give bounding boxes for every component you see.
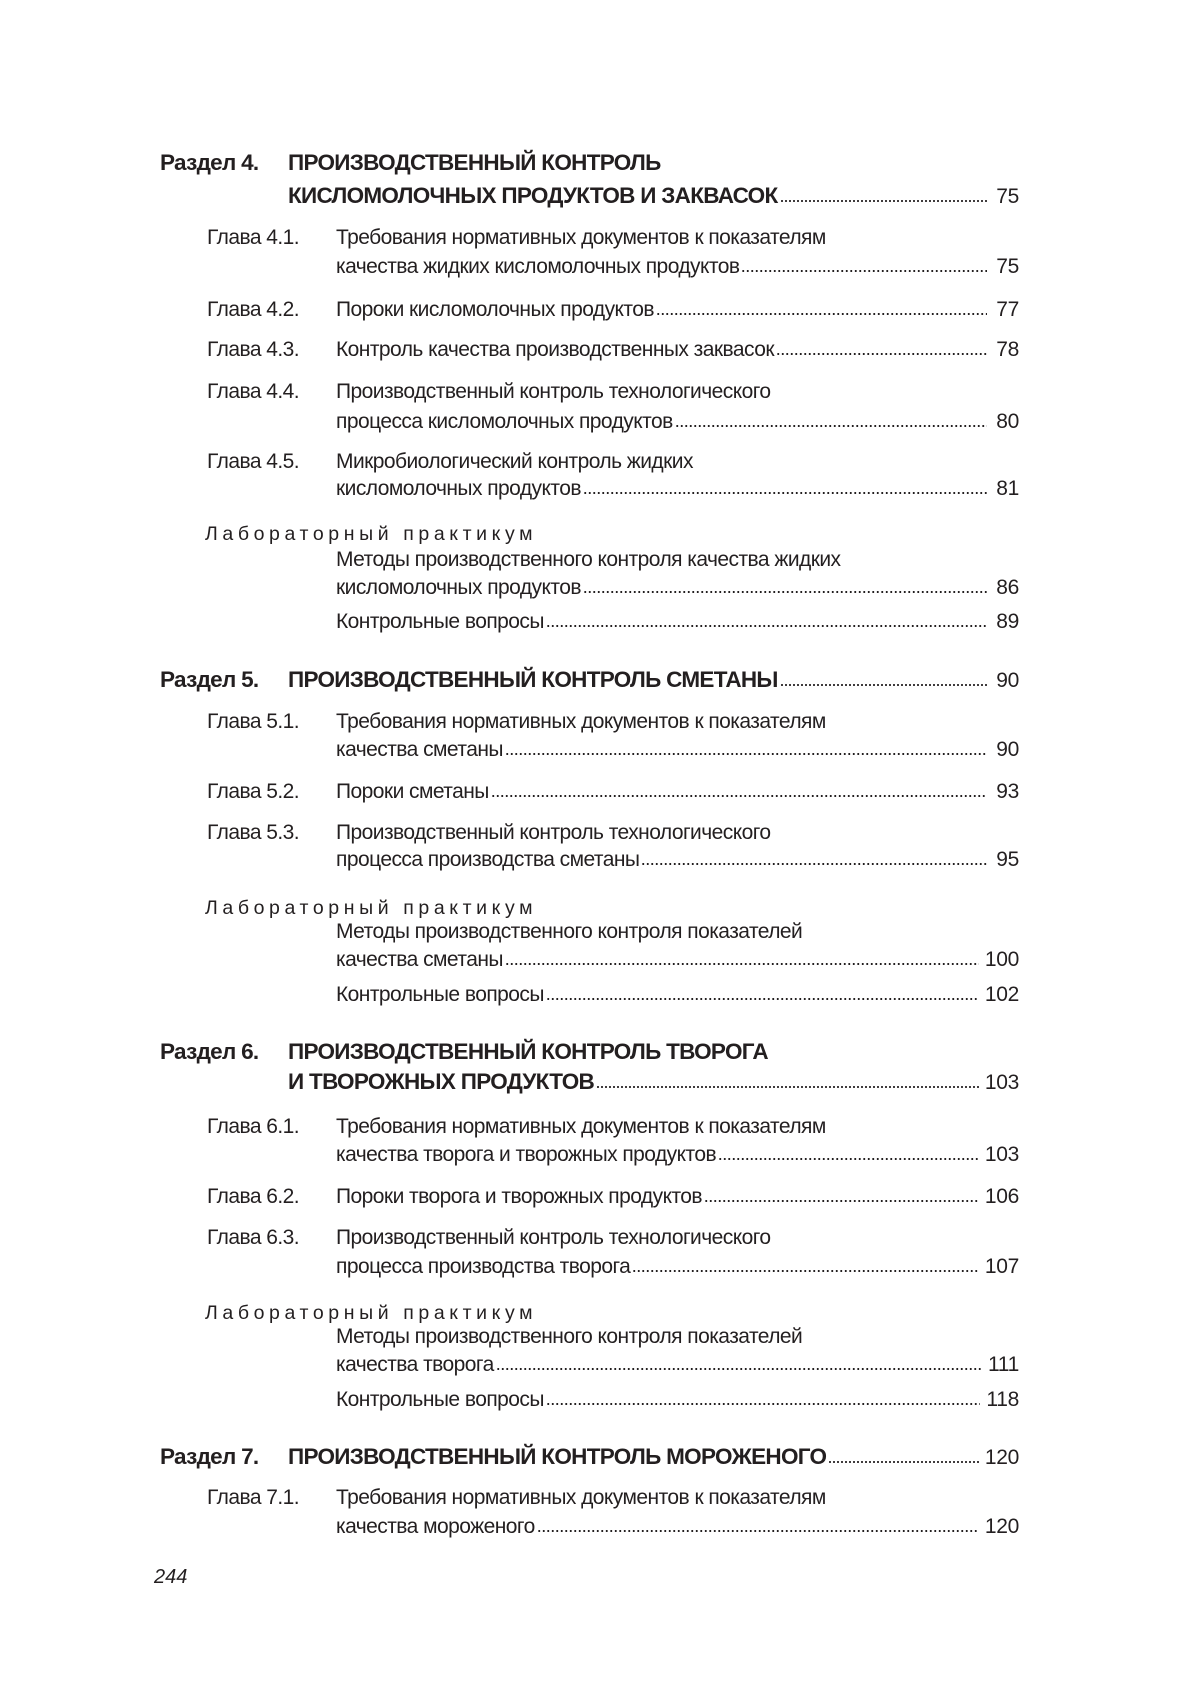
chapter-title-line (336, 1226, 771, 1256)
lab-item-title-line (336, 1325, 802, 1355)
page-folio: 244 (154, 1566, 188, 1588)
dot-leader (537, 1527, 979, 1533)
chapter-title-line (336, 226, 826, 256)
chapter-title-line (336, 821, 771, 851)
toc-entry-lab-4-methods[interactable] (336, 576, 1019, 606)
dot-leader (505, 750, 987, 756)
section-label: Раздел 7. (160, 1444, 259, 1469)
chapter-title-text: Микробиологический контроль жидких (336, 450, 693, 473)
chapter-label: Глава 4.3. (207, 338, 300, 361)
page-number: 81 (996, 477, 1019, 500)
page-number: 93 (996, 780, 1019, 803)
toc-entry-lab-5-questions[interactable] (336, 983, 1019, 1013)
page-number: 89 (996, 610, 1019, 633)
chapter-title-text: Требования нормативных документов к показателям (336, 226, 826, 249)
chapter-title-text: Пороки кисломолочных продуктов (336, 298, 654, 321)
chapter-title-line (336, 1115, 826, 1145)
lab-item-text: Методы производственного контроля качества жидких (336, 548, 841, 571)
toc-entry-section-5[interactable] (288, 667, 1019, 697)
dot-leader (496, 1365, 982, 1371)
chapter-label: Глава 7.1. (207, 1486, 300, 1509)
section-label: Раздел 6. (160, 1039, 259, 1064)
chapter-label: Глава 6.2. (207, 1185, 300, 1208)
chapter-label: Глава 5.3. (207, 821, 300, 844)
toc-entry-section-4[interactable] (288, 183, 1019, 213)
lab-item-text: качества творога (336, 1353, 494, 1376)
dot-leader (741, 267, 987, 273)
chapter-title-text: Контроль качества производственных заквасок (336, 338, 774, 361)
toc-entry-section-7[interactable] (288, 1444, 1019, 1474)
section-label: Раздел 5. (160, 667, 259, 692)
page-number: 78 (996, 338, 1019, 361)
page-number: 77 (996, 298, 1019, 321)
page-number: 95 (996, 848, 1019, 871)
lab-item-text: Контрольные вопросы (336, 610, 544, 633)
dot-leader (632, 1267, 979, 1273)
lab-item-text: качества сметаны (336, 948, 503, 971)
toc-entry-chapter-4-1[interactable] (336, 255, 1019, 285)
lab-practicum-heading: Лабораторный практикум (205, 897, 538, 919)
toc-entry-section-6[interactable] (288, 1069, 1019, 1099)
chapter-label: Глава 5.2. (207, 780, 300, 803)
chapter-title-text: Пороки сметаны (336, 780, 489, 803)
chapter-title-text: Требования нормативных документов к показателям (336, 1486, 826, 1509)
lab-item-text: Методы производственного контроля показателей (336, 920, 803, 943)
chapter-title-text: Производственный контроль технологического (336, 1226, 771, 1249)
dot-leader (505, 960, 979, 966)
dot-leader (641, 860, 987, 866)
toc-entry-chapter-4-5[interactable] (336, 477, 1019, 507)
chapter-label: Глава 6.1. (207, 1115, 300, 1138)
chapter-title-text: Пороки творога и творожных продуктов (336, 1185, 703, 1208)
section-title-line (288, 150, 1023, 180)
section-title-text: И ТВОРОЖНЫХ ПРОДУКТОВ (288, 1069, 595, 1094)
toc-entry-lab-4-questions[interactable] (336, 610, 1019, 640)
toc-entry-lab-6-questions[interactable] (336, 1388, 1019, 1418)
chapter-title-text: качества творога и творожных продуктов (336, 1143, 717, 1166)
section-title-text: ПРОИЗВОДСТВЕННЫЙ КОНТРОЛЬ СМЕТАНЫ (288, 667, 778, 692)
chapter-title-line (336, 710, 826, 740)
chapter-title-text: Производственный контроль технологического (336, 380, 771, 403)
chapter-label: Глава 4.1. (207, 226, 300, 249)
page-number: 118 (986, 1388, 1019, 1411)
page-number: 120 (984, 1446, 1019, 1469)
section-title-text: ПРОИЗВОДСТВЕННЫЙ КОНТРОЛЬ ТВОРОГА (288, 1039, 768, 1064)
page-number: 86 (996, 576, 1019, 599)
page-number: 111 (987, 1353, 1019, 1376)
toc-entry-chapter-6-3[interactable] (336, 1255, 1019, 1285)
toc-entry-chapter-5-2[interactable] (336, 780, 1019, 810)
page-number: 75 (996, 255, 1019, 278)
lab-item-title-line (336, 920, 802, 950)
page-number: 100 (984, 948, 1019, 971)
toc-entry-chapter-4-2[interactable] (336, 298, 1019, 328)
toc-entry-chapter-7-1[interactable] (336, 1515, 1019, 1545)
chapter-title-line (336, 1486, 826, 1516)
toc-entry-chapter-6-2[interactable] (336, 1185, 1019, 1215)
dot-leader (828, 1458, 979, 1464)
chapter-title-text: качества жидких кисломолочных продуктов (336, 255, 740, 278)
dot-leader (546, 622, 987, 628)
chapter-title-line (336, 450, 693, 480)
chapter-title-line (336, 380, 771, 410)
chapter-label: Глава 4.2. (207, 298, 300, 321)
toc-entry-lab-5-methods[interactable] (336, 948, 1019, 978)
toc-entry-chapter-5-1[interactable] (336, 738, 1019, 768)
toc-entry-chapter-4-3[interactable] (336, 338, 1019, 368)
dot-leader (675, 422, 987, 428)
dot-leader (776, 350, 987, 356)
dot-leader (583, 489, 987, 495)
dot-leader (491, 792, 987, 798)
page-number: 106 (984, 1185, 1019, 1208)
dot-leader (596, 1083, 979, 1089)
chapter-title-text: Требования нормативных документов к показателям (336, 1115, 826, 1138)
chapter-label: Глава 4.5. (207, 450, 300, 473)
page-number: 120 (984, 1515, 1019, 1538)
lab-item-text: Контрольные вопросы (336, 983, 544, 1006)
page-number: 90 (996, 738, 1019, 761)
lab-item-text: Контрольные вопросы (336, 1388, 544, 1411)
dot-leader (704, 1197, 979, 1203)
dot-leader (780, 681, 987, 687)
page-number: 102 (984, 983, 1019, 1006)
section-title-text: КИСЛОМОЛОЧНЫХ ПРОДУКТОВ И ЗАКВАСОК (288, 183, 778, 208)
section-label: Раздел 4. (160, 150, 259, 175)
dot-leader (656, 310, 987, 316)
dot-leader (780, 197, 987, 203)
dot-leader (546, 1400, 981, 1406)
toc-entry-chapter-4-4[interactable] (336, 410, 1019, 440)
chapter-title-text: Производственный контроль технологического (336, 821, 771, 844)
chapter-label: Глава 6.3. (207, 1226, 300, 1249)
chapter-title-text: качества сметаны (336, 738, 503, 761)
chapter-label: Глава 4.4. (207, 380, 300, 403)
dot-leader (546, 995, 979, 1001)
lab-item-text: Методы производственного контроля показателей (336, 1325, 803, 1348)
section-title-line (288, 1039, 1023, 1069)
page-number: 107 (984, 1255, 1019, 1278)
page-number: 103 (984, 1071, 1019, 1094)
page-number: 75 (996, 185, 1019, 208)
lab-practicum-heading: Лабораторный практикум (205, 523, 538, 545)
lab-item-title-line (336, 548, 841, 578)
chapter-title-text: Требования нормативных документов к показателям (336, 710, 826, 733)
lab-item-text: кисломолочных продуктов (336, 576, 581, 599)
chapter-title-text: процесса кисломолочных продуктов (336, 410, 673, 433)
page-number: 90 (996, 669, 1019, 692)
chapter-label: Глава 5.1. (207, 710, 300, 733)
chapter-title-text: процесса производства сметаны (336, 848, 640, 871)
dot-leader (718, 1155, 979, 1161)
chapter-title-text: кисломолочных продуктов (336, 477, 581, 500)
lab-practicum-heading: Лабораторный практикум (205, 1302, 538, 1324)
page-number: 103 (984, 1143, 1019, 1166)
dot-leader (583, 588, 987, 594)
toc-entry-lab-6-methods[interactable] (336, 1353, 1019, 1383)
section-title-text: ПРОИЗВОДСТВЕННЫЙ КОНТРОЛЬ МОРОЖЕНОГО (288, 1444, 827, 1469)
page-number: 80 (996, 410, 1019, 433)
section-title-text: ПРОИЗВОДСТВЕННЫЙ КОНТРОЛЬ (288, 150, 661, 175)
toc-entry-chapter-6-1[interactable] (336, 1143, 1019, 1173)
toc-entry-chapter-5-3[interactable] (336, 848, 1019, 878)
chapter-title-text: процесса производства творога (336, 1255, 631, 1278)
chapter-title-text: качества мороженого (336, 1515, 535, 1538)
